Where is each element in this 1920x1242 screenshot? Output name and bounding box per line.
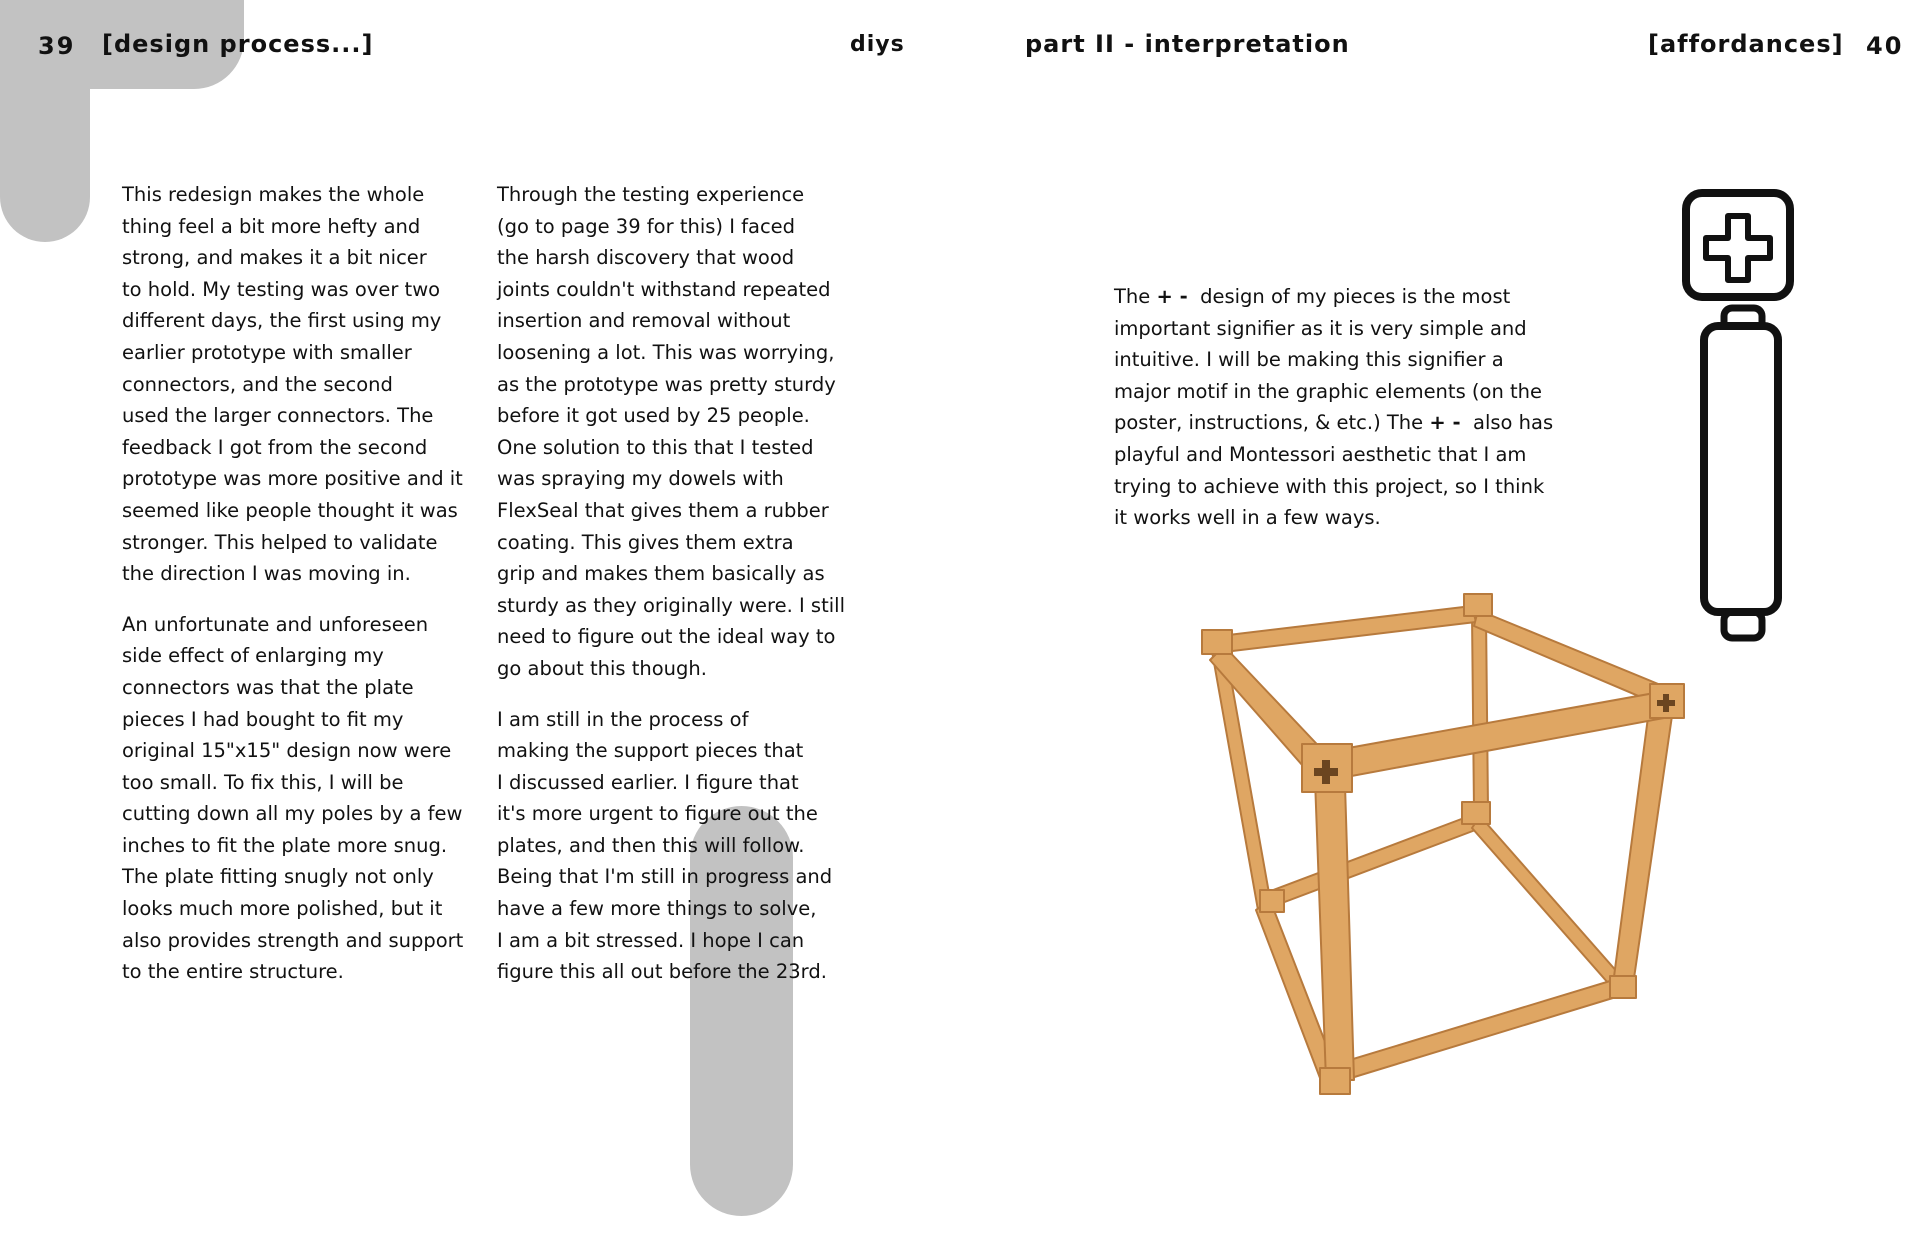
col3-paragraph bbox=[1114, 281, 1594, 534]
column-3 bbox=[1114, 281, 1594, 553]
col3-lines-b: playful and Montessori aesthetic that I am trying to achieve with this project, so I think it works well in a few ways. bbox=[1114, 442, 1545, 530]
column-1 bbox=[122, 179, 482, 1007]
col1-paragraph-1: This redesign makes the whole thing feel a bit more hefty and strong, and makes it a bit nicer to hold. My testing was over two different days, the first using my earlier prototype with smaller connectors, and the second used the larger connectors. The feedback I got from the second prototype was more positive and it seemed like people thought it was stronger. This helped to validate the direction I was moving in. bbox=[122, 183, 463, 586]
left-section-title: [design process...] bbox=[102, 30, 374, 58]
right-page-number: 40 bbox=[1866, 32, 1904, 60]
logo-text: diys bbox=[850, 32, 905, 57]
left-page-number: 39 bbox=[38, 32, 76, 60]
col2-paragraph-2: I am still in the process of making the support pieces that I discussed earlier. I figure that it's more urgent to figure out the plates, and then this will follow. Being that I'm still in progress and have a few more things to solve, I am a bit stressed. I hope I can figure this all out before the 23rd. bbox=[497, 707, 833, 984]
center-part-title: part II - interpretation bbox=[1025, 30, 1350, 58]
plus-connector-icon bbox=[1678, 188, 1798, 648]
column-2 bbox=[497, 179, 857, 1007]
plus-minus-symbol: + - bbox=[1156, 285, 1188, 308]
right-section-title: [affordances] bbox=[1648, 30, 1844, 58]
logo bbox=[850, 32, 905, 57]
col2-paragraph-1: Through the testing experience (go to page 39 for this) I faced the harsh discovery that wood joints couldn't withstand repeated insertion and removal without loosening a lot. This was worrying, as the prototype was pretty sturdy before it got used by 25 people. One solution to this that I tested was spraying my dowels with FlexSeal that gives them a rubber coating. This gives them extra grip and makes them basically as sturdy as they originally were. I still need to figure out the ideal way to go about this though. bbox=[497, 183, 845, 680]
wooden-cube-frame bbox=[1180, 580, 1700, 1120]
col3-line-5: poster, instructions, & etc.) The + - also has bbox=[1114, 411, 1554, 435]
col3-line-1: The + - design of my pieces is the most bbox=[1114, 285, 1511, 308]
col3-lines-a: important signifier as it is very simple and intuitive. I will be making this signifier a major motif in the graphic elements (on the bbox=[1114, 316, 1543, 403]
plus-minus-symbol-2: + - bbox=[1429, 411, 1461, 435]
col1-paragraph-2: An unfortunate and unforeseen side effect of enlarging my connectors was that the plate pieces I had bought to fit my original 15"x15" design now were too small. To fix this, I will be cutting down all my poles by a few inches to fit the plate more snug. The plate fitting snugly not only looks much more polished, but it also provides strength and support to the entire structure. bbox=[122, 612, 464, 984]
